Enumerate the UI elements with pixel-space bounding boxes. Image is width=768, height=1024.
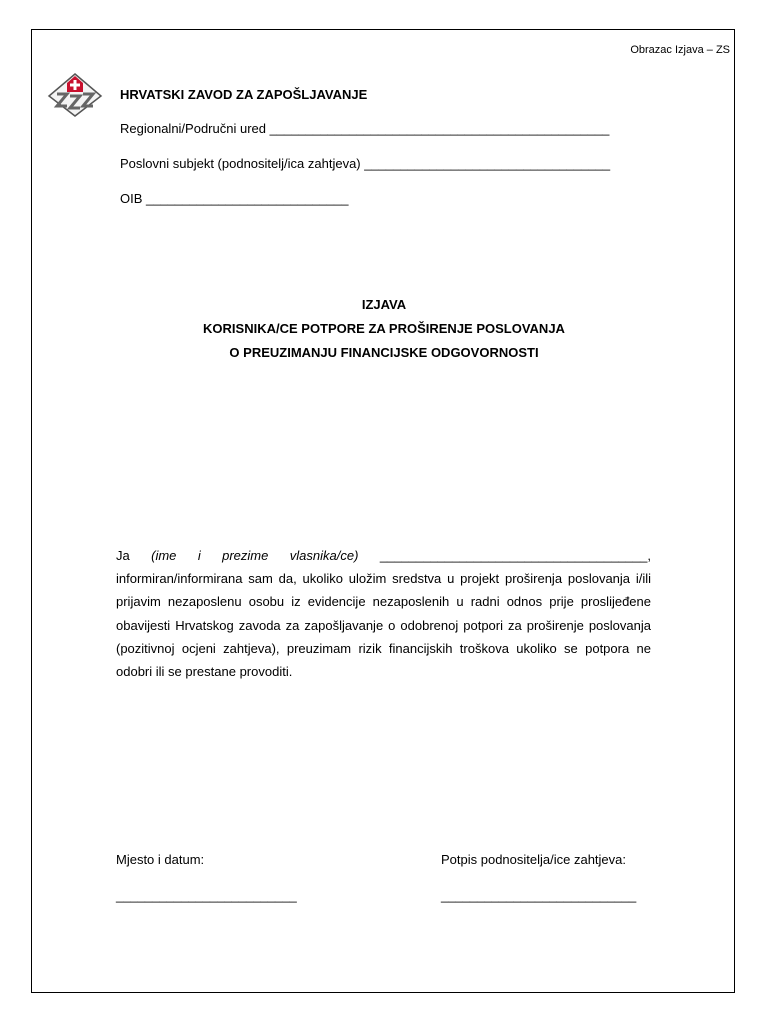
owner-name-field[interactable]: _____________________________________, <box>379 548 651 563</box>
statement-i: i <box>197 548 201 563</box>
signature-label: Potpis podnositelja/ice zahtjeva: <box>441 852 627 867</box>
place-date-label: Mjesto i datum: <box>116 852 205 867</box>
statement-ja: Ja <box>116 548 130 563</box>
statement-body: informiran/informirana sam da, ukoliko uložim sredstva u projekt proširenja poslovanja i/ili prijavim nezaposlenu osobu iz evidencije nezaposlenih u radni odnos prije proslijeđene obavijesti Hrvatskog zavoda za zapošljavanje o odobrenoj potpori za proširenje poslovanja (pozitivnoj ocjeni zahtjeva), preuzimam rizik financijskih troškova ukoliko se potpora ne odobri ili se prestane provoditi. <box>116 571 651 680</box>
document-subtitle-line-1: KORISNIKA/CE POTPORE ZA PROŠIRENJE POSLOVANJA <box>203 321 565 336</box>
statement-ime: (ime <box>151 548 177 563</box>
document-subtitle-line-2: O PREUZIMANJU FINANCIJSKE ODGOVORNOSTI <box>229 345 539 360</box>
document-title: IZJAVA <box>361 297 407 312</box>
oib-field[interactable]: OIB ____________________________ <box>120 191 349 206</box>
statement-prezime: prezime <box>222 548 269 563</box>
business-subject-field[interactable]: Poslovni subjekt (podnositelj/ica zahtjeva) __________________________________ <box>120 156 611 171</box>
hzz-logo-icon <box>47 72 103 118</box>
organization-name: HRVATSKI ZAVOD ZA ZAPOŠLJAVANJE <box>120 87 368 102</box>
signature-field[interactable]: ___________________________ <box>441 888 637 903</box>
document-frame <box>31 29 735 993</box>
place-date-field[interactable]: _________________________ <box>116 888 297 903</box>
statement-vlasnika: vlasnika/ce) <box>289 548 359 563</box>
regional-office-field[interactable]: Regionalni/Područni ured _______________________________________________ <box>120 121 610 136</box>
form-code: Obrazac Izjava – ZS <box>630 44 730 56</box>
statement-paragraph <box>116 544 651 683</box>
statement-lead-line <box>116 544 651 567</box>
